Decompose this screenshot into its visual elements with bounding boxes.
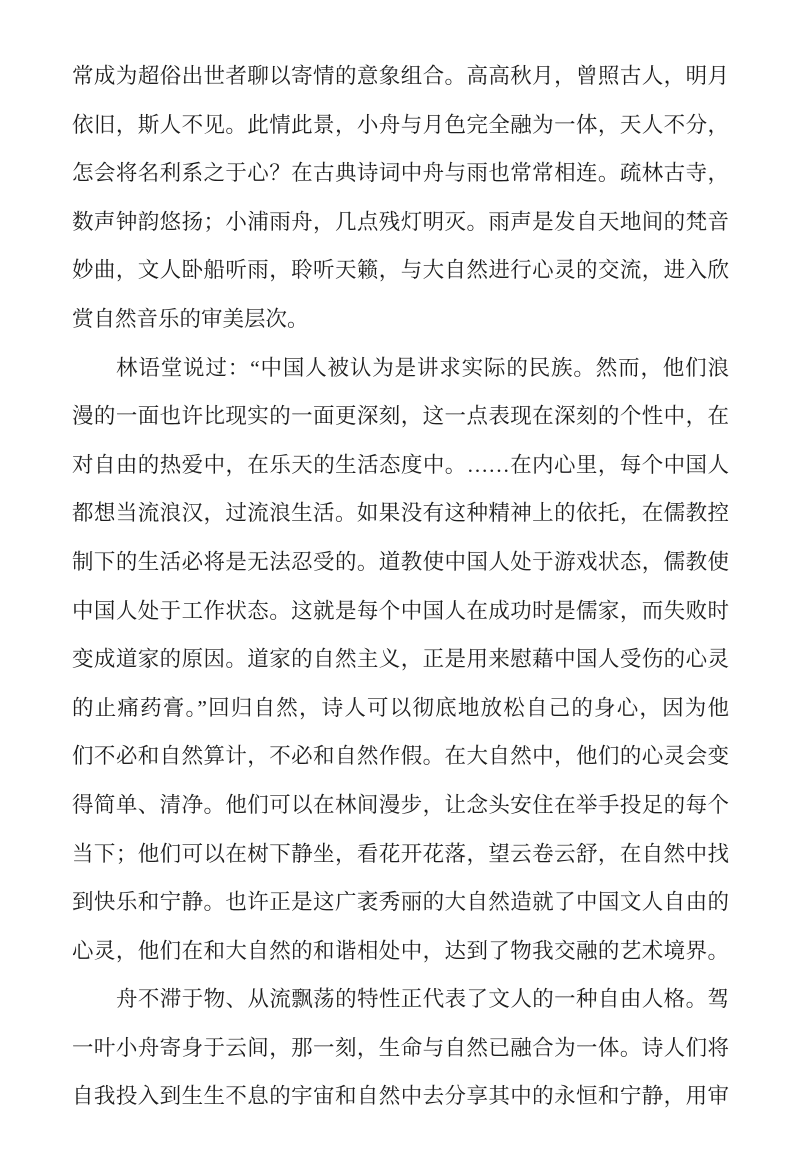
text-line: 一叶小舟寄身于云间，那一刻，生命与自然已融合为一体。诗人们将 [72,1035,729,1060]
text-line: 们不必和自然算计，不必和自然作假。在大自然中，他们的心灵会变 [72,744,729,769]
text-line: 的止痛药膏。”回归自然，诗人可以彻底地放松自己的身心，因为他 [72,695,729,720]
text-line: 变成道家的原因。道家的自然主义，正是用来慰藉中国人受伤的心灵 [72,647,729,672]
text-line: 怎会将名利系之于心？在古典诗词中舟与雨也常常相连。疏林古寺， [72,161,729,186]
text-line: 常成为超俗出世者聊以寄情的意象组合。高高秋月，曾照古人，明月 [72,64,729,88]
text-line: 赏自然音乐的审美层次。 [72,306,309,331]
text-line: 都想当流浪汉，过流浪生活。如果没有这种精神上的依托，在儒教控 [72,501,729,526]
text-line: 中国人处于工作状态。这就是每个中国人在成功时是儒家，而失败时 [72,598,729,623]
paragraph-2 [72,344,729,976]
text-line: 制下的生活必将是无法忍受的。道教使中国人处于游戏状态，儒教使 [72,549,729,574]
text-line: 妙曲，文人卧船听雨，聆听天籁，与大自然进行心灵的交流，进入欣 [72,258,729,283]
text-line: 自我投入到生生不息的宇宙和自然中去分享其中的永恒和宁静，用审 [72,1084,729,1109]
text-block [72,52,729,1121]
text-line: 心灵，他们在和大自然的和谐相处中，达到了物我交融的艺术境界。 [72,938,729,963]
text-line: 数声钟韵悠扬；小浦雨舟，几点残灯明灭。雨声是发自天地间的梵音 [72,209,729,234]
text-line: 对自由的热爱中，在乐天的生活态度中。……在内心里，每个中国人 [72,452,729,477]
paragraph-3 [72,975,729,1121]
text-line: 漫的一面也许比现实的一面更深刻，这一点表现在深刻的个性中，在 [72,404,729,429]
text-line: 舟不滞于物、从流飘荡的特性正代表了文人的一种自由人格。驾 [116,987,729,1012]
text-line: 到快乐和宁静。也许正是这广袤秀丽的大自然造就了中国文人自由的 [72,890,729,915]
text-line: 当下；他们可以在树下静坐，看花开花落，望云卷云舒，在自然中找 [72,841,729,866]
text-line: 得简单、清净。他们可以在林间漫步，让念头安住在举手投足的每个 [72,792,729,817]
text-line: 依旧，斯人不见。此情此景，小舟与月色完全融为一体，天人不分， [72,112,729,137]
paragraph-1 [72,52,729,344]
text-line: 林语堂说过：“中国人被认为是讲求实际的民族。然而，他们浪 [116,355,729,380]
